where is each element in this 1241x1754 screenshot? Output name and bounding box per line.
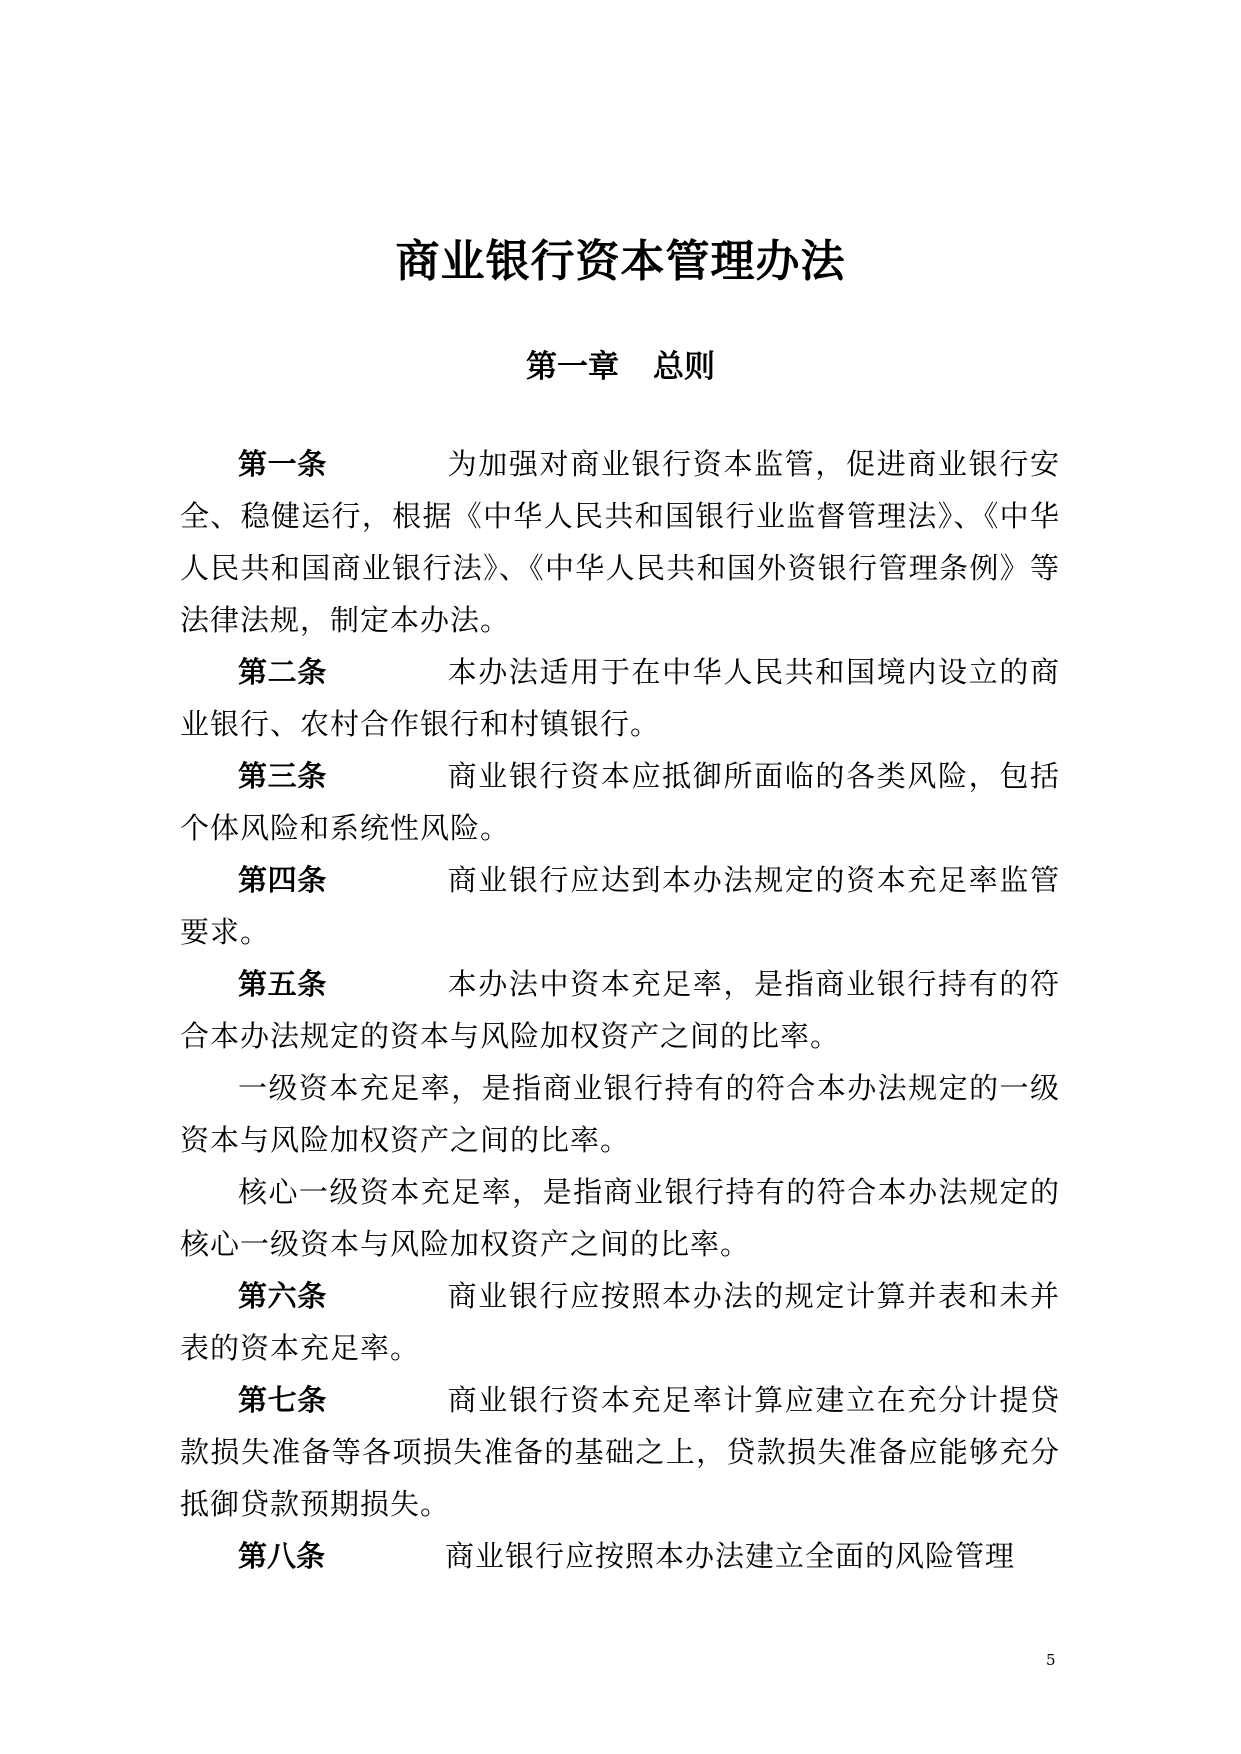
article-label: 第二条 [238,655,327,689]
paragraph-core-tier1-ratio: 核心一级资本充足率，是指商业银行持有的符合本办法规定的核心一级资本与风险加权资产之间的比率。 [180,1175,1060,1261]
article-text: 为加强对商业银行资本监管，促进商业银行安全、稳健运行，根据《中华人民共和国银行业监督管理法》、《中华人民共和国商业银行法》、《中华人民共和国外资银行管理条例》等法律法规，制定本办法。 [180,447,1060,637]
document-body [180,438,1060,1582]
paragraph-tier1-ratio: 一级资本充足率，是指商业银行持有的符合本办法规定的一级资本与风险加权资产之间的比率。 [180,1071,1060,1157]
chapter-name: 总则 [653,349,715,385]
article-text: 商业银行资本充足率计算应建立在充分计提贷款损失准备等各项损失准备的基础之上，贷款损失准备应能够充分抵御贷款预期损失。 [180,1383,1060,1521]
article-3 [180,750,1060,854]
document-title: 商业银行资本管理办法 [395,236,846,287]
article-2 [180,646,1060,750]
chapter-number: 第一章 [526,349,619,385]
article-text: 本办法中资本充足率，是指商业银行持有的符合本办法规定的资本与风险加权资产之间的比率。 [180,967,1060,1053]
article-5 [180,958,1060,1062]
article-label: 第五条 [238,967,327,1001]
article-1 [180,438,1060,646]
page-number: 5 [1046,1651,1056,1669]
article-7 [180,1374,1060,1530]
article-label: 第六条 [238,1279,327,1313]
article-label: 第三条 [238,759,327,793]
article-label: 第四条 [238,863,327,897]
article-6 [180,1270,1060,1374]
article-text: 商业银行应达到本办法规定的资本充足率监管要求。 [180,863,1060,949]
article-text: 本办法适用于在中华人民共和国境内设立的商业银行、农村合作银行和村镇银行。 [180,655,1060,741]
chapter-heading [0,345,1241,389]
article-text: 商业银行资本应抵御所面临的各类风险，包括个体风险和系统性风险。 [180,759,1060,845]
article-text: 商业银行应按照本办法的规定计算并表和未并表的资本充足率。 [180,1279,1060,1365]
article-label: 第一条 [238,447,327,481]
article-text: 商业银行应按照本办法建立全面的风险管理 [445,1539,1016,1573]
article-4 [180,854,1060,958]
article-8 [180,1530,1060,1582]
article-label: 第七条 [238,1383,327,1417]
article-label: 第八条 [238,1539,326,1573]
